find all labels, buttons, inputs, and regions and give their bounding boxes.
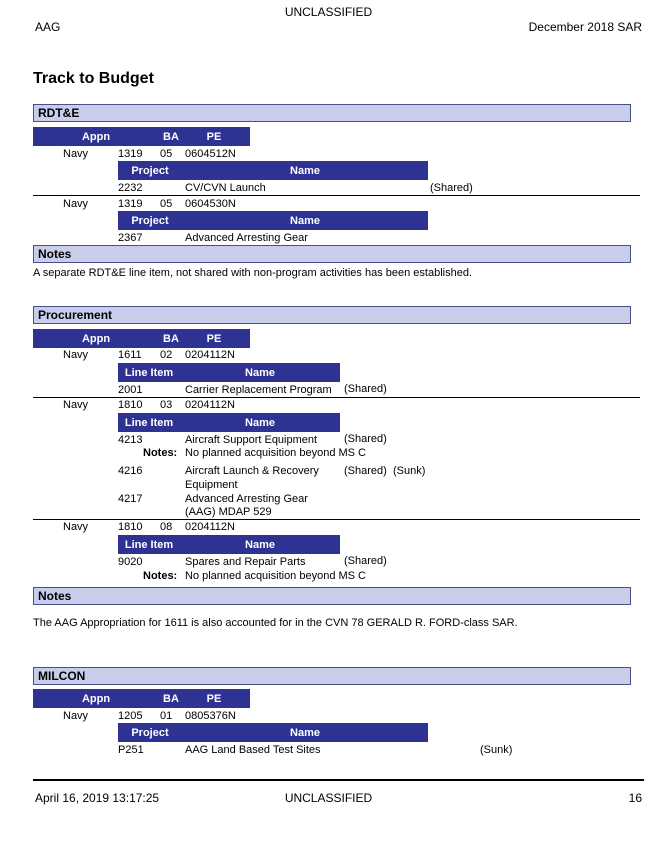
rdte-appn-header xyxy=(33,127,250,146)
rdte-code-2: 1319 xyxy=(118,198,143,210)
name-column-header: Name xyxy=(245,538,275,551)
classification-header: UNCLASSIFIED xyxy=(284,5,373,19)
page-title: Track to Budget xyxy=(33,70,154,87)
rdte-notes-bar: Notes xyxy=(33,245,631,263)
name-column-header: Name xyxy=(290,214,320,227)
milcon-section-bar: MILCON xyxy=(33,667,631,685)
page-number: 16 xyxy=(628,791,642,805)
report-date: December 2018 SAR xyxy=(528,20,642,34)
proc-item-id-4213: 4213 xyxy=(118,434,143,446)
rdte-appn-2: Navy xyxy=(63,198,89,210)
ba-column-header: BA xyxy=(163,692,179,705)
proc-ba-2: 03 xyxy=(160,399,173,411)
rdte-notes-text: A separate RDT&E line item, not shared with non-program activities has been established. xyxy=(33,267,473,279)
proc-appn-3: Navy xyxy=(63,521,89,533)
rdte-project-flag-1: (Shared) xyxy=(430,182,473,194)
proc-item-notes-4213: No planned acquisition beyond MS C xyxy=(185,447,367,459)
project-column-header: Project xyxy=(131,726,169,739)
name-column-header: Name xyxy=(245,416,275,429)
proc-pe-2: 0204112N xyxy=(185,399,235,411)
rdte-project-name-1: CV/CVN Launch xyxy=(185,182,266,194)
proc-item-id-2001: 2001 xyxy=(118,384,143,396)
line-item-column-header: Line Item xyxy=(124,366,174,379)
row-divider xyxy=(33,519,640,520)
rdte-pe-2: 0604530N xyxy=(185,198,236,210)
line-item-column-header: Line Item xyxy=(124,416,174,429)
pe-column-header: PE xyxy=(206,332,222,345)
proc-pe-3: 0204112N xyxy=(185,521,235,533)
proc-item-name-4217-line2: (AAG) MDAP 529 xyxy=(185,506,272,518)
name-column-header: Name xyxy=(290,726,320,739)
procurement-notes-bar: Notes xyxy=(33,587,631,605)
program-name: AAG xyxy=(35,20,61,34)
proc-item-id-4216: 4216 xyxy=(118,465,143,477)
proc-item-name-4216-line2: Equipment xyxy=(185,479,238,491)
proc-appn-2: Navy xyxy=(63,399,89,411)
proc-item-id-9020: 9020 xyxy=(118,556,143,568)
row-divider xyxy=(33,195,640,196)
footer-classification: UNCLASSIFIED xyxy=(284,791,373,805)
rdte-project-id-2: 2367 xyxy=(118,232,143,244)
rdte-ba-1: 05 xyxy=(160,148,173,160)
proc-lineitem-header-1 xyxy=(118,363,340,382)
proc-code-2: 1810 xyxy=(118,399,143,411)
milcon-project-id: P251 xyxy=(118,744,144,756)
ba-column-header: BA xyxy=(163,332,179,345)
milcon-project-name: AAG Land Based Test Sites xyxy=(185,744,321,756)
proc-code-1: 1611 xyxy=(118,349,142,361)
procurement-appn-header xyxy=(33,329,250,348)
rdte-project-header-1 xyxy=(118,161,428,180)
proc-item-notes-label-4213: Notes: xyxy=(143,447,178,459)
proc-item-flag-4216: (Shared) xyxy=(344,465,387,477)
pe-column-header: PE xyxy=(206,130,222,143)
rdte-appn-1: Navy xyxy=(63,148,89,160)
proc-item-name-4216-line1: Aircraft Launch & Recovery xyxy=(185,465,319,477)
proc-item-flag-9020: (Shared) xyxy=(344,555,387,567)
proc-item-name-2001: Carrier Replacement Program xyxy=(185,384,332,396)
appn-column-header: Appn xyxy=(81,130,111,143)
milcon-project-header xyxy=(118,723,428,742)
footer-rule xyxy=(33,779,644,781)
proc-item-id-4217: 4217 xyxy=(118,493,143,505)
proc-item-notes-9020: No planned acquisition beyond MS C xyxy=(185,570,367,582)
name-column-header: Name xyxy=(245,366,275,379)
rdte-ba-2: 05 xyxy=(160,198,173,210)
proc-ba-1: 02 xyxy=(160,349,173,361)
proc-item-flag-4213: (Shared) xyxy=(344,433,387,445)
milcon-ba: 01 xyxy=(160,710,173,722)
proc-item-flag-2001: (Shared) xyxy=(344,383,387,395)
row-divider xyxy=(33,397,640,398)
procurement-section-bar: Procurement xyxy=(33,306,631,324)
proc-lineitem-header-2 xyxy=(118,413,340,432)
appn-column-header: Appn xyxy=(81,692,111,705)
project-column-header: Project xyxy=(131,164,169,177)
footer-date: April 16, 2019 13:17:25 xyxy=(35,791,160,805)
proc-item-flag2-4216: (Sunk) xyxy=(393,465,426,477)
milcon-appn-header xyxy=(33,689,250,708)
proc-code-3: 1810 xyxy=(118,521,143,533)
milcon-pe: 0805376N xyxy=(185,710,236,722)
line-item-column-header: Line Item xyxy=(124,538,174,551)
proc-appn-1: Navy xyxy=(63,349,89,361)
proc-item-name-9020: Spares and Repair Parts xyxy=(185,556,306,568)
milcon-project-flag: (Sunk) xyxy=(480,744,513,756)
appn-column-header: Appn xyxy=(81,332,111,345)
proc-item-name-4217-line1: Advanced Arresting Gear xyxy=(185,493,308,505)
proc-ba-3: 08 xyxy=(160,521,173,533)
rdte-code-1: 1319 xyxy=(118,148,143,160)
proc-lineitem-header-3 xyxy=(118,535,340,554)
proc-pe-1: 0204112N xyxy=(185,349,235,361)
rdte-pe-1: 0604512N xyxy=(185,148,236,160)
proc-item-notes-label-9020: Notes: xyxy=(143,570,178,582)
procurement-notes-text: The AAG Appropriation for 1611 is also accounted for in the CVN 78 GERALD R. FORD-class SAR. xyxy=(33,617,518,629)
rdte-section-bar: RDT&E xyxy=(33,104,631,122)
rdte-project-name-2: Advanced Arresting Gear xyxy=(185,232,308,244)
rdte-project-header-2 xyxy=(118,211,428,230)
milcon-appn: Navy xyxy=(63,710,89,722)
ba-column-header: BA xyxy=(163,130,179,143)
proc-item-name-4213: Aircraft Support Equipment xyxy=(185,434,318,446)
project-column-header: Project xyxy=(131,214,169,227)
milcon-code: 1205 xyxy=(118,710,143,722)
rdte-project-id-1: 2232 xyxy=(118,182,143,194)
pe-column-header: PE xyxy=(206,692,222,705)
name-column-header: Name xyxy=(290,164,320,177)
